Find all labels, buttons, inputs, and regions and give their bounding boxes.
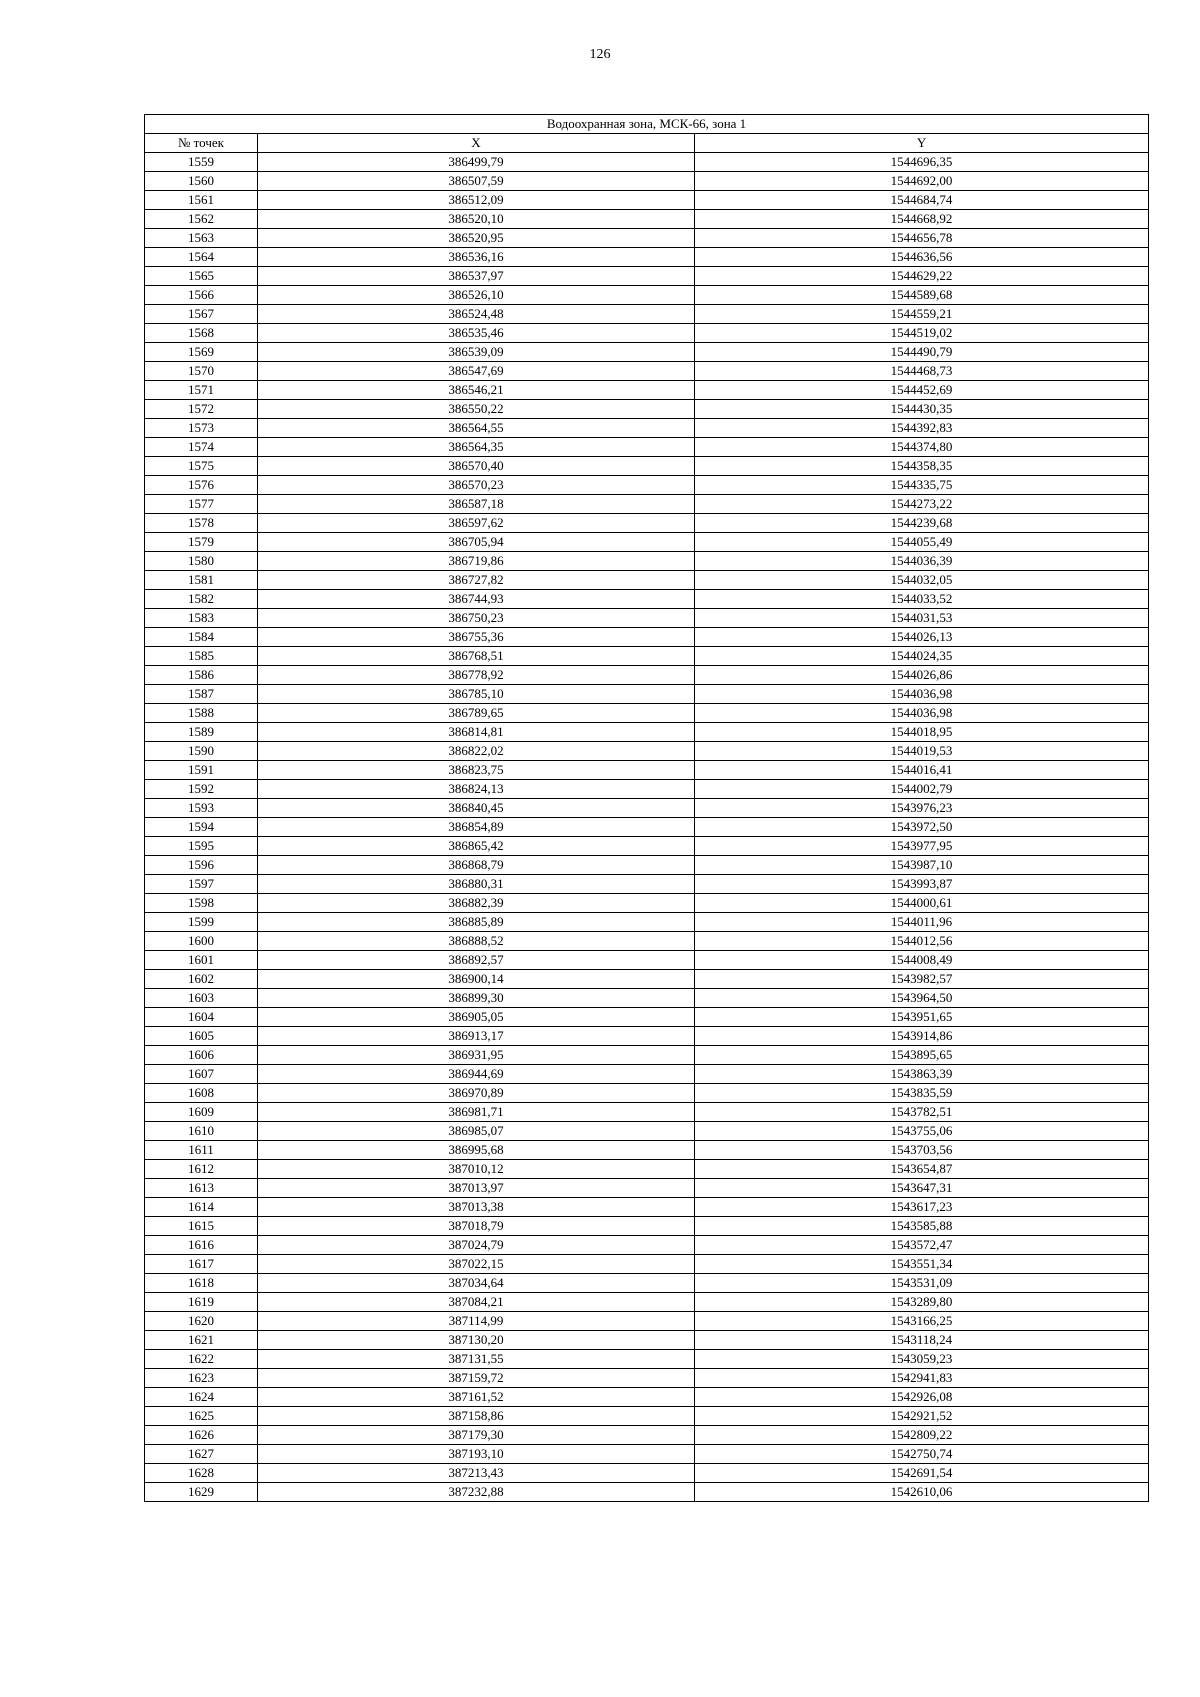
cell-point-number: 1616 bbox=[145, 1236, 258, 1255]
cell-x: 386539,09 bbox=[258, 343, 695, 362]
cell-y: 1544559,21 bbox=[695, 305, 1149, 324]
cell-point-number: 1619 bbox=[145, 1293, 258, 1312]
cell-y: 1544692,00 bbox=[695, 172, 1149, 191]
table-body bbox=[145, 153, 1149, 1502]
cell-point-number: 1591 bbox=[145, 761, 258, 780]
cell-point-number: 1594 bbox=[145, 818, 258, 837]
table-row bbox=[145, 1141, 1149, 1160]
cell-x: 387022,15 bbox=[258, 1255, 695, 1274]
cell-point-number: 1574 bbox=[145, 438, 258, 457]
cell-y: 1544036,39 bbox=[695, 552, 1149, 571]
cell-y: 1544490,79 bbox=[695, 343, 1149, 362]
cell-y: 1543987,10 bbox=[695, 856, 1149, 875]
cell-x: 386520,10 bbox=[258, 210, 695, 229]
cell-point-number: 1566 bbox=[145, 286, 258, 305]
cell-y: 1543647,31 bbox=[695, 1179, 1149, 1198]
table-row bbox=[145, 1407, 1149, 1426]
cell-y: 1544468,73 bbox=[695, 362, 1149, 381]
cell-y: 1544032,05 bbox=[695, 571, 1149, 590]
cell-point-number: 1603 bbox=[145, 989, 258, 1008]
cell-point-number: 1586 bbox=[145, 666, 258, 685]
cell-y: 1543977,95 bbox=[695, 837, 1149, 856]
table-row bbox=[145, 1388, 1149, 1407]
cell-x: 387193,10 bbox=[258, 1445, 695, 1464]
table-row bbox=[145, 1274, 1149, 1293]
cell-x: 386880,31 bbox=[258, 875, 695, 894]
cell-x: 386814,81 bbox=[258, 723, 695, 742]
cell-y: 1544374,80 bbox=[695, 438, 1149, 457]
cell-point-number: 1597 bbox=[145, 875, 258, 894]
cell-y: 1543059,23 bbox=[695, 1350, 1149, 1369]
cell-x: 387018,79 bbox=[258, 1217, 695, 1236]
cell-x: 386755,36 bbox=[258, 628, 695, 647]
table-row bbox=[145, 362, 1149, 381]
table-row bbox=[145, 381, 1149, 400]
cell-point-number: 1610 bbox=[145, 1122, 258, 1141]
cell-x: 386520,95 bbox=[258, 229, 695, 248]
cell-y: 1543551,34 bbox=[695, 1255, 1149, 1274]
cell-y: 1544589,68 bbox=[695, 286, 1149, 305]
table-row bbox=[145, 685, 1149, 704]
cell-y: 1543993,87 bbox=[695, 875, 1149, 894]
cell-y: 1544656,78 bbox=[695, 229, 1149, 248]
table-row bbox=[145, 1293, 1149, 1312]
cell-x: 386970,89 bbox=[258, 1084, 695, 1103]
cell-point-number: 1624 bbox=[145, 1388, 258, 1407]
table-row bbox=[145, 970, 1149, 989]
cell-x: 386789,65 bbox=[258, 704, 695, 723]
cell-y: 1544024,35 bbox=[695, 647, 1149, 666]
cell-x: 387013,97 bbox=[258, 1179, 695, 1198]
table-row bbox=[145, 1369, 1149, 1388]
table-row bbox=[145, 837, 1149, 856]
cell-x: 386526,10 bbox=[258, 286, 695, 305]
table-row bbox=[145, 590, 1149, 609]
table-header-row bbox=[145, 134, 1149, 153]
cell-y: 1544684,74 bbox=[695, 191, 1149, 210]
table-row bbox=[145, 476, 1149, 495]
table-row bbox=[145, 1217, 1149, 1236]
cell-y: 1544696,35 bbox=[695, 153, 1149, 172]
cell-point-number: 1583 bbox=[145, 609, 258, 628]
table-row bbox=[145, 1027, 1149, 1046]
cell-x: 386547,69 bbox=[258, 362, 695, 381]
cell-x: 386727,82 bbox=[258, 571, 695, 590]
cell-point-number: 1627 bbox=[145, 1445, 258, 1464]
cell-point-number: 1602 bbox=[145, 970, 258, 989]
cell-x: 386822,02 bbox=[258, 742, 695, 761]
table-row bbox=[145, 875, 1149, 894]
cell-point-number: 1600 bbox=[145, 932, 258, 951]
cell-y: 1544012,56 bbox=[695, 932, 1149, 951]
cell-point-number: 1567 bbox=[145, 305, 258, 324]
table-row bbox=[145, 704, 1149, 723]
cell-point-number: 1563 bbox=[145, 229, 258, 248]
table-row bbox=[145, 628, 1149, 647]
cell-point-number: 1607 bbox=[145, 1065, 258, 1084]
cell-y: 1544452,69 bbox=[695, 381, 1149, 400]
table-row bbox=[145, 609, 1149, 628]
cell-x: 387232,88 bbox=[258, 1483, 695, 1502]
cell-y: 1544008,49 bbox=[695, 951, 1149, 970]
cell-point-number: 1564 bbox=[145, 248, 258, 267]
cell-x: 386888,52 bbox=[258, 932, 695, 951]
cell-x: 386719,86 bbox=[258, 552, 695, 571]
cell-x: 387010,12 bbox=[258, 1160, 695, 1179]
table-row bbox=[145, 1312, 1149, 1331]
cell-point-number: 1622 bbox=[145, 1350, 258, 1369]
table-row bbox=[145, 1236, 1149, 1255]
table-title-row bbox=[145, 115, 1149, 134]
cell-y: 1544011,96 bbox=[695, 913, 1149, 932]
cell-y: 1544026,13 bbox=[695, 628, 1149, 647]
cell-point-number: 1577 bbox=[145, 495, 258, 514]
cell-x: 387034,64 bbox=[258, 1274, 695, 1293]
cell-y: 1542921,52 bbox=[695, 1407, 1149, 1426]
cell-point-number: 1560 bbox=[145, 172, 258, 191]
cell-y: 1544026,86 bbox=[695, 666, 1149, 685]
cell-y: 1544002,79 bbox=[695, 780, 1149, 799]
cell-point-number: 1595 bbox=[145, 837, 258, 856]
cell-point-number: 1614 bbox=[145, 1198, 258, 1217]
cell-x: 386768,51 bbox=[258, 647, 695, 666]
cell-x: 386900,14 bbox=[258, 970, 695, 989]
cell-y: 1543617,23 bbox=[695, 1198, 1149, 1217]
cell-x: 386899,30 bbox=[258, 989, 695, 1008]
cell-point-number: 1628 bbox=[145, 1464, 258, 1483]
cell-x: 386944,69 bbox=[258, 1065, 695, 1084]
table-row bbox=[145, 172, 1149, 191]
table-title: Водоохранная зона, МСК-66, зона 1 bbox=[145, 115, 1149, 134]
table-row bbox=[145, 286, 1149, 305]
cell-y: 1543703,56 bbox=[695, 1141, 1149, 1160]
table-row bbox=[145, 400, 1149, 419]
header-y: Y bbox=[695, 134, 1149, 153]
cell-x: 386535,46 bbox=[258, 324, 695, 343]
cell-point-number: 1581 bbox=[145, 571, 258, 590]
cell-x: 386840,45 bbox=[258, 799, 695, 818]
cell-y: 1544036,98 bbox=[695, 704, 1149, 723]
cell-point-number: 1608 bbox=[145, 1084, 258, 1103]
table-row bbox=[145, 761, 1149, 780]
table-row bbox=[145, 1103, 1149, 1122]
cell-point-number: 1592 bbox=[145, 780, 258, 799]
table-row bbox=[145, 248, 1149, 267]
cell-y: 1544335,75 bbox=[695, 476, 1149, 495]
cell-y: 1543654,87 bbox=[695, 1160, 1149, 1179]
header-x: X bbox=[258, 134, 695, 153]
cell-y: 1544392,83 bbox=[695, 419, 1149, 438]
cell-point-number: 1623 bbox=[145, 1369, 258, 1388]
cell-x: 386587,18 bbox=[258, 495, 695, 514]
cell-x: 386885,89 bbox=[258, 913, 695, 932]
table-row bbox=[145, 267, 1149, 286]
cell-x: 386546,21 bbox=[258, 381, 695, 400]
cell-y: 1544668,92 bbox=[695, 210, 1149, 229]
cell-point-number: 1611 bbox=[145, 1141, 258, 1160]
cell-x: 386882,39 bbox=[258, 894, 695, 913]
cell-y: 1543782,51 bbox=[695, 1103, 1149, 1122]
table-row bbox=[145, 1350, 1149, 1369]
cell-x: 386512,09 bbox=[258, 191, 695, 210]
table-row bbox=[145, 1160, 1149, 1179]
cell-y: 1543982,57 bbox=[695, 970, 1149, 989]
table-row bbox=[145, 913, 1149, 932]
table-row bbox=[145, 552, 1149, 571]
cell-point-number: 1580 bbox=[145, 552, 258, 571]
cell-x: 386744,93 bbox=[258, 590, 695, 609]
cell-x: 386570,23 bbox=[258, 476, 695, 495]
cell-y: 1544629,22 bbox=[695, 267, 1149, 286]
cell-x: 386905,05 bbox=[258, 1008, 695, 1027]
table-row bbox=[145, 894, 1149, 913]
cell-x: 387013,38 bbox=[258, 1198, 695, 1217]
cell-y: 1542941,83 bbox=[695, 1369, 1149, 1388]
cell-y: 1542926,08 bbox=[695, 1388, 1149, 1407]
cell-y: 1543755,06 bbox=[695, 1122, 1149, 1141]
cell-x: 386868,79 bbox=[258, 856, 695, 875]
cell-y: 1542809,22 bbox=[695, 1426, 1149, 1445]
cell-x: 387084,21 bbox=[258, 1293, 695, 1312]
cell-y: 1543895,65 bbox=[695, 1046, 1149, 1065]
cell-point-number: 1562 bbox=[145, 210, 258, 229]
cell-point-number: 1626 bbox=[145, 1426, 258, 1445]
table-row bbox=[145, 514, 1149, 533]
cell-x: 386892,57 bbox=[258, 951, 695, 970]
cell-y: 1543964,50 bbox=[695, 989, 1149, 1008]
cell-x: 386981,71 bbox=[258, 1103, 695, 1122]
cell-point-number: 1582 bbox=[145, 590, 258, 609]
cell-y: 1544358,35 bbox=[695, 457, 1149, 476]
cell-x: 386985,07 bbox=[258, 1122, 695, 1141]
cell-x: 387179,30 bbox=[258, 1426, 695, 1445]
cell-y: 1543585,88 bbox=[695, 1217, 1149, 1236]
cell-point-number: 1598 bbox=[145, 894, 258, 913]
cell-y: 1544239,68 bbox=[695, 514, 1149, 533]
table-row bbox=[145, 191, 1149, 210]
cell-y: 1542750,74 bbox=[695, 1445, 1149, 1464]
cell-x: 386823,75 bbox=[258, 761, 695, 780]
cell-y: 1543863,39 bbox=[695, 1065, 1149, 1084]
table-row bbox=[145, 932, 1149, 951]
cell-y: 1543972,50 bbox=[695, 818, 1149, 837]
table-row bbox=[145, 723, 1149, 742]
cell-point-number: 1588 bbox=[145, 704, 258, 723]
cell-y: 1544031,53 bbox=[695, 609, 1149, 628]
cell-point-number: 1590 bbox=[145, 742, 258, 761]
table-row bbox=[145, 1008, 1149, 1027]
cell-x: 386507,59 bbox=[258, 172, 695, 191]
cell-y: 1544018,95 bbox=[695, 723, 1149, 742]
cell-point-number: 1613 bbox=[145, 1179, 258, 1198]
table-row bbox=[145, 666, 1149, 685]
cell-point-number: 1568 bbox=[145, 324, 258, 343]
cell-y: 1543976,23 bbox=[695, 799, 1149, 818]
cell-y: 1543289,80 bbox=[695, 1293, 1149, 1312]
cell-x: 386865,42 bbox=[258, 837, 695, 856]
page-number: 126 bbox=[589, 47, 611, 62]
cell-point-number: 1606 bbox=[145, 1046, 258, 1065]
cell-x: 386931,95 bbox=[258, 1046, 695, 1065]
cell-x: 387024,79 bbox=[258, 1236, 695, 1255]
cell-x: 386564,55 bbox=[258, 419, 695, 438]
table-row bbox=[145, 438, 1149, 457]
cell-y: 1543572,47 bbox=[695, 1236, 1149, 1255]
cell-y: 1544033,52 bbox=[695, 590, 1149, 609]
cell-x: 387114,99 bbox=[258, 1312, 695, 1331]
cell-y: 1544273,22 bbox=[695, 495, 1149, 514]
table-row bbox=[145, 343, 1149, 362]
table-row bbox=[145, 229, 1149, 248]
cell-x: 386854,89 bbox=[258, 818, 695, 837]
cell-point-number: 1561 bbox=[145, 191, 258, 210]
cell-x: 386913,17 bbox=[258, 1027, 695, 1046]
cell-point-number: 1605 bbox=[145, 1027, 258, 1046]
cell-y: 1543166,25 bbox=[695, 1312, 1149, 1331]
cell-y: 1543951,65 bbox=[695, 1008, 1149, 1027]
cell-point-number: 1579 bbox=[145, 533, 258, 552]
cell-point-number: 1593 bbox=[145, 799, 258, 818]
table-row bbox=[145, 742, 1149, 761]
cell-point-number: 1596 bbox=[145, 856, 258, 875]
cell-point-number: 1618 bbox=[145, 1274, 258, 1293]
cell-point-number: 1589 bbox=[145, 723, 258, 742]
cell-point-number: 1571 bbox=[145, 381, 258, 400]
cell-x: 386785,10 bbox=[258, 685, 695, 704]
cell-point-number: 1575 bbox=[145, 457, 258, 476]
cell-y: 1544019,53 bbox=[695, 742, 1149, 761]
cell-y: 1543914,86 bbox=[695, 1027, 1149, 1046]
cell-point-number: 1584 bbox=[145, 628, 258, 647]
cell-y: 1543118,24 bbox=[695, 1331, 1149, 1350]
table-row bbox=[145, 1084, 1149, 1103]
table-row bbox=[145, 1331, 1149, 1350]
cell-y: 1543531,09 bbox=[695, 1274, 1149, 1293]
table-row bbox=[145, 951, 1149, 970]
cell-y: 1544055,49 bbox=[695, 533, 1149, 552]
cell-point-number: 1565 bbox=[145, 267, 258, 286]
cell-x: 386705,94 bbox=[258, 533, 695, 552]
cell-point-number: 1572 bbox=[145, 400, 258, 419]
cell-point-number: 1578 bbox=[145, 514, 258, 533]
table-row bbox=[145, 1198, 1149, 1217]
table-row bbox=[145, 457, 1149, 476]
table-row bbox=[145, 1445, 1149, 1464]
cell-point-number: 1620 bbox=[145, 1312, 258, 1331]
table-row bbox=[145, 1464, 1149, 1483]
table-row bbox=[145, 495, 1149, 514]
table-row bbox=[145, 1426, 1149, 1445]
table-row bbox=[145, 324, 1149, 343]
table-row bbox=[145, 856, 1149, 875]
table-row bbox=[145, 419, 1149, 438]
cell-point-number: 1573 bbox=[145, 419, 258, 438]
table-row bbox=[145, 1483, 1149, 1502]
cell-x: 386824,13 bbox=[258, 780, 695, 799]
table-row bbox=[145, 153, 1149, 172]
cell-point-number: 1570 bbox=[145, 362, 258, 381]
cell-point-number: 1617 bbox=[145, 1255, 258, 1274]
cell-point-number: 1601 bbox=[145, 951, 258, 970]
table-row bbox=[145, 1255, 1149, 1274]
cell-point-number: 1612 bbox=[145, 1160, 258, 1179]
table-row bbox=[145, 571, 1149, 590]
cell-point-number: 1587 bbox=[145, 685, 258, 704]
cell-point-number: 1621 bbox=[145, 1331, 258, 1350]
cell-x: 386536,16 bbox=[258, 248, 695, 267]
cell-point-number: 1625 bbox=[145, 1407, 258, 1426]
cell-y: 1542610,06 bbox=[695, 1483, 1149, 1502]
cell-x: 386597,62 bbox=[258, 514, 695, 533]
table-row bbox=[145, 989, 1149, 1008]
cell-x: 386537,97 bbox=[258, 267, 695, 286]
table-row bbox=[145, 210, 1149, 229]
table-row bbox=[145, 1065, 1149, 1084]
cell-y: 1544016,41 bbox=[695, 761, 1149, 780]
cell-point-number: 1585 bbox=[145, 647, 258, 666]
table-row bbox=[145, 818, 1149, 837]
table-row bbox=[145, 780, 1149, 799]
cell-point-number: 1576 bbox=[145, 476, 258, 495]
cell-point-number: 1604 bbox=[145, 1008, 258, 1027]
cell-point-number: 1569 bbox=[145, 343, 258, 362]
table-row bbox=[145, 533, 1149, 552]
cell-x: 386750,23 bbox=[258, 609, 695, 628]
cell-x: 387213,43 bbox=[258, 1464, 695, 1483]
table-row bbox=[145, 1122, 1149, 1141]
cell-x: 387158,86 bbox=[258, 1407, 695, 1426]
table-row bbox=[145, 647, 1149, 666]
cell-y: 1544430,35 bbox=[695, 400, 1149, 419]
cell-y: 1544036,98 bbox=[695, 685, 1149, 704]
table-row bbox=[145, 1046, 1149, 1065]
cell-x: 386499,79 bbox=[258, 153, 695, 172]
cell-x: 387130,20 bbox=[258, 1331, 695, 1350]
table-row bbox=[145, 305, 1149, 324]
cell-x: 387159,72 bbox=[258, 1369, 695, 1388]
cell-y: 1544519,02 bbox=[695, 324, 1149, 343]
cell-x: 386995,68 bbox=[258, 1141, 695, 1160]
cell-y: 1542691,54 bbox=[695, 1464, 1149, 1483]
cell-point-number: 1615 bbox=[145, 1217, 258, 1236]
cell-x: 386550,22 bbox=[258, 400, 695, 419]
table-row bbox=[145, 1179, 1149, 1198]
cell-x: 386570,40 bbox=[258, 457, 695, 476]
cell-y: 1543835,59 bbox=[695, 1084, 1149, 1103]
cell-point-number: 1559 bbox=[145, 153, 258, 172]
coordinates-table bbox=[144, 114, 1149, 1502]
cell-x: 386524,48 bbox=[258, 305, 695, 324]
header-point-number: № точек bbox=[145, 134, 258, 153]
cell-point-number: 1629 bbox=[145, 1483, 258, 1502]
cell-point-number: 1609 bbox=[145, 1103, 258, 1122]
cell-x: 386564,35 bbox=[258, 438, 695, 457]
cell-point-number: 1599 bbox=[145, 913, 258, 932]
cell-y: 1544636,56 bbox=[695, 248, 1149, 267]
cell-x: 387131,55 bbox=[258, 1350, 695, 1369]
cell-y: 1544000,61 bbox=[695, 894, 1149, 913]
cell-x: 387161,52 bbox=[258, 1388, 695, 1407]
table-row bbox=[145, 799, 1149, 818]
cell-x: 386778,92 bbox=[258, 666, 695, 685]
